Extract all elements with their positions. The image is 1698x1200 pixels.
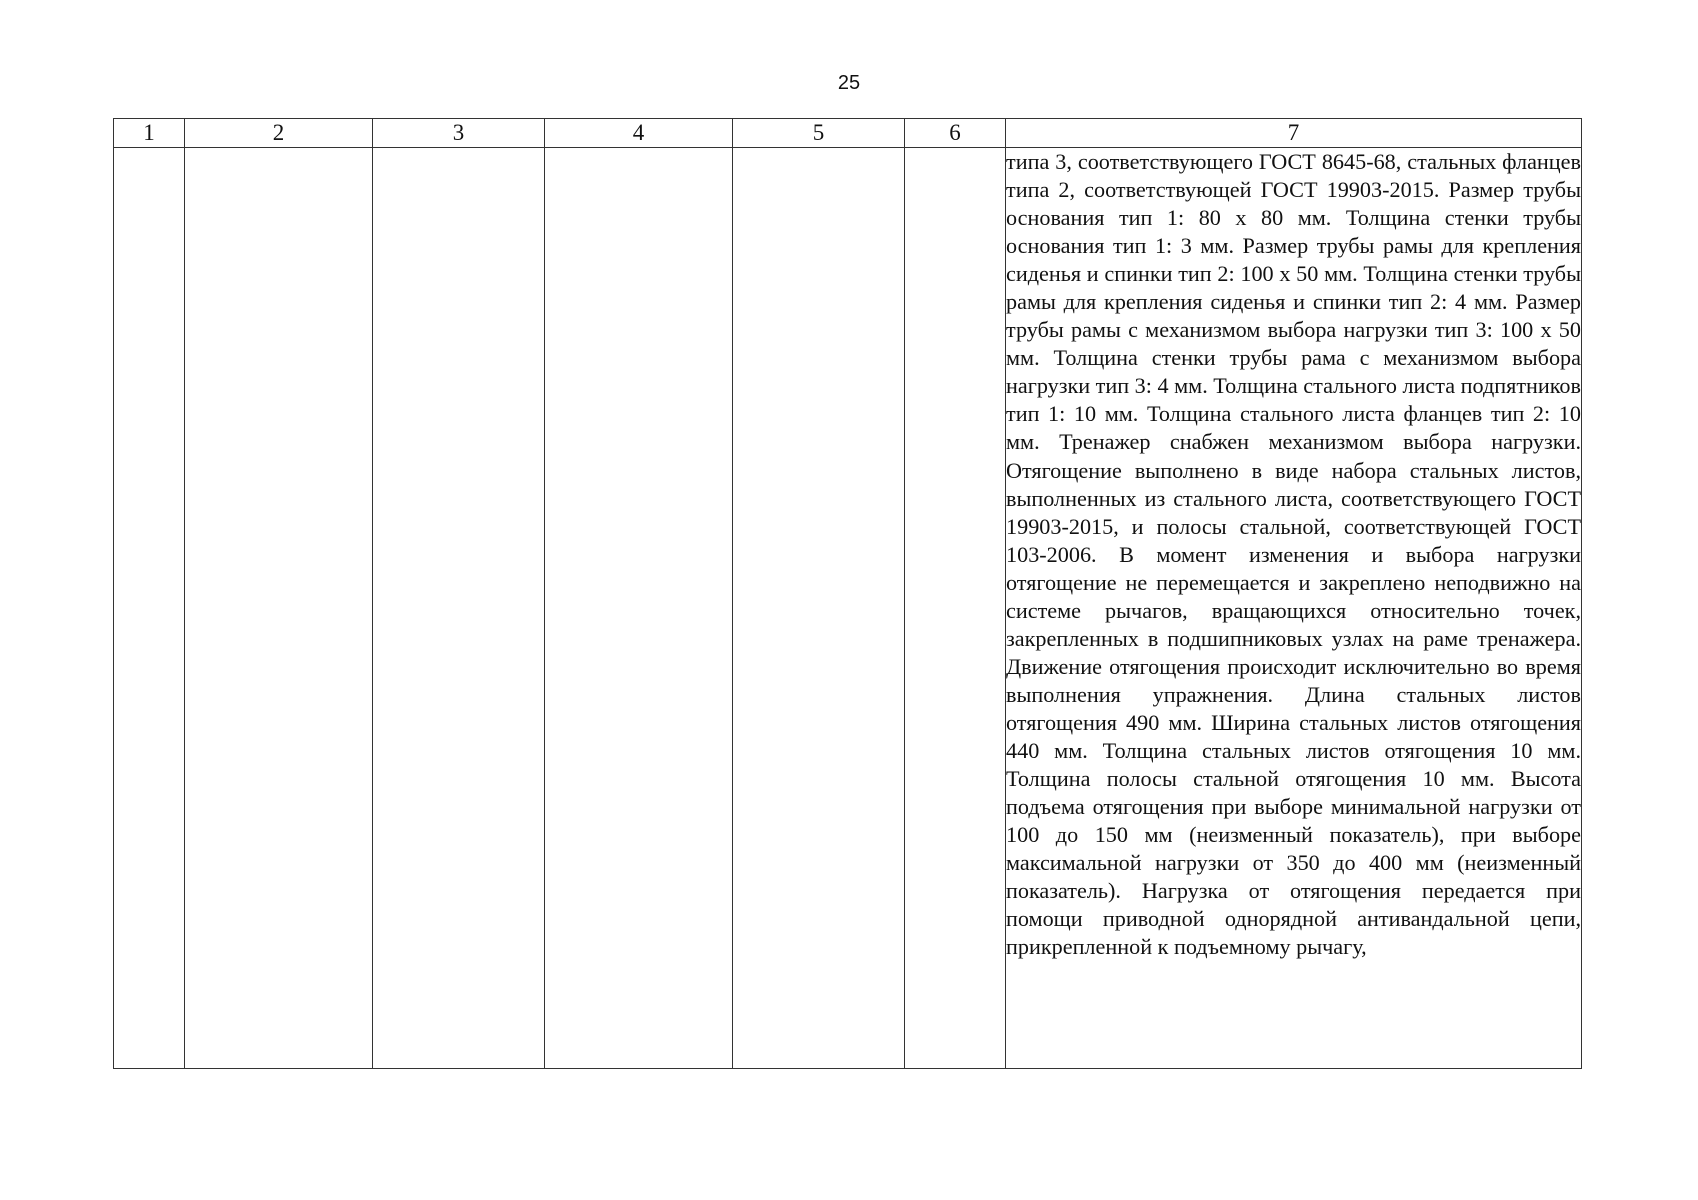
description-cell: типа 3, соответствующего ГОСТ 8645-68, стальных фланцев типа 2, соответствующей ГОСТ 19903-2015. Размер трубы основания тип 1: 80 х 80 мм. Толщина стенки трубы основания тип 1: 3 мм. Размер трубы рамы для крепления сиденья и спинки тип 2: 100 х 50 мм. Толщина стенки трубы рамы для крепления сиденья и спинки тип 2: 4 мм. Размер трубы рамы с механизмом выбора нагрузки тип 3: 100 х 50 мм. Толщина стенки трубы рама с механизмом выбора нагрузки тип 3: 4 мм. Толщина стального листа подпятников тип 1: 10 мм. Толщина стального листа фланцев тип 2: 10 мм. Тренажер снабжен механизмом выбора нагрузки. Отягощение выполнено в виде набора стальных листов, выполненных из стального листа, соответствующего ГОСТ 19903-2015, и полосы стальной, соответствующей ГОСТ 103-2006. В момент изменения и выбора нагрузки отягощение не перемещается и закреплено неподвижно на системе рычагов, вращающихся относительно точек, закрепленных в подшипниковых узлах на раме тренажера. Движение отягощения происходит исключительно во время выполнения упражнения. Длина стальных листов отягощения 490 мм. Ширина стальных листов отягощения 440 мм. Толщина стальных листов отягощения 10 мм. Толщина полосы стальной отягощения 10 мм. Высота подъема отягощения при выборе минимальной нагрузки от 100 до 150 мм (неизменный показатель), при выборе максимальной нагрузки от 350 до 400 мм (неизменный показатель). Нагрузка от отягощения передается при помощи приводной однорядной антивандальной цепи, прикрепленной к подъемному рычагу, [1006, 148, 1582, 1069]
header-row [114, 119, 1582, 148]
column-header-7: 7 [1006, 119, 1582, 148]
column-header-1: 1 [114, 119, 185, 148]
cell-col-2 [185, 148, 373, 1069]
table-row [114, 148, 1582, 1069]
cell-col-1 [114, 148, 185, 1069]
column-header-5: 5 [733, 119, 905, 148]
column-header-3: 3 [373, 119, 545, 148]
cell-col-5 [733, 148, 905, 1069]
page-number: 25 [837, 72, 861, 94]
column-header-4: 4 [545, 119, 733, 148]
column-header-2: 2 [185, 119, 373, 148]
cell-col-3 [373, 148, 545, 1069]
column-header-6: 6 [905, 119, 1006, 148]
cell-col-6 [905, 148, 1006, 1069]
cell-col-4 [545, 148, 733, 1069]
specification-table [113, 118, 1582, 1069]
